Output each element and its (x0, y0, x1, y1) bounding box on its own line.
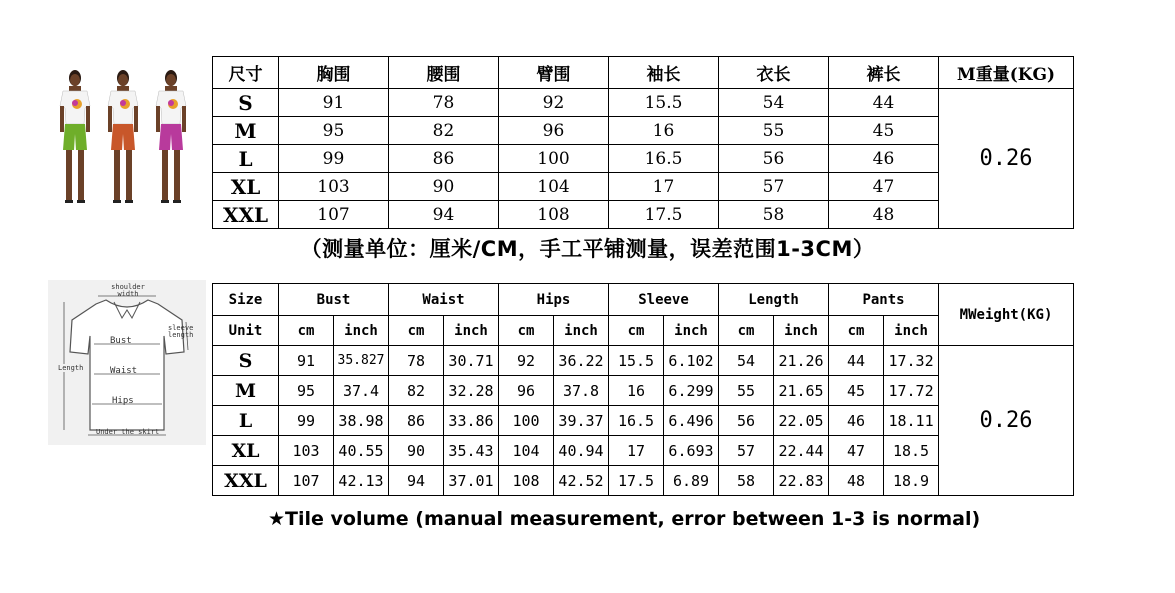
table-cell: 94 (389, 466, 444, 496)
size-cell: L (213, 406, 279, 436)
table-cell: 21.26 (774, 346, 829, 376)
table-cell: 17.5 (609, 201, 719, 229)
diagram-label-bust: Bust (110, 336, 132, 346)
unit-inch: inch (774, 316, 829, 346)
table-cell: 18.11 (884, 406, 939, 436)
table-cell: 78 (389, 89, 499, 117)
header-pants: 裤长 (829, 57, 939, 89)
table-cell: 44 (829, 346, 884, 376)
table-cell: 22.83 (774, 466, 829, 496)
table-cell: 17.5 (609, 466, 664, 496)
unit-label: Unit (213, 316, 279, 346)
table-cell: 95 (279, 376, 334, 406)
table-cell: 16.5 (609, 406, 664, 436)
table-cell: 55 (719, 376, 774, 406)
measurement-note-cn: （测量单位：厘米/CM，手工平铺测量，误差范围1-3CM） (300, 237, 875, 261)
header-length: 衣长 (719, 57, 829, 89)
table-cell: 57 (719, 173, 829, 201)
table-cell: 46 (829, 406, 884, 436)
header-sleeve: 袖长 (609, 57, 719, 89)
header-sleeve: Sleeve (609, 284, 719, 316)
table-cell: 6.496 (664, 406, 719, 436)
table-cell: 82 (389, 117, 499, 145)
table-row (213, 89, 1074, 117)
diagram-label-waist: Waist (110, 366, 138, 376)
table-cell: 6.693 (664, 436, 719, 466)
table-cell: 48 (829, 466, 884, 496)
size-cell: M (213, 376, 279, 406)
size-cell: S (213, 346, 279, 376)
table-cell: 30.71 (444, 346, 499, 376)
weight-cell: 0.26 (939, 346, 1074, 496)
table-header-row (213, 57, 1074, 89)
table-cell: 57 (719, 436, 774, 466)
size-cell: XXL (213, 201, 279, 229)
table-cell: 55 (719, 117, 829, 145)
size-table-en (212, 283, 1074, 496)
table-cell: 54 (719, 89, 829, 117)
diagram-label-shoulder: shoulder width (111, 283, 145, 298)
table-cell: 38.98 (334, 406, 389, 436)
table-cell: 47 (829, 436, 884, 466)
unit-cm: cm (279, 316, 334, 346)
table-cell: 45 (829, 117, 939, 145)
size-cell: XXL (213, 466, 279, 496)
table-cell: 37.01 (444, 466, 499, 496)
header-waist: 腰围 (389, 57, 499, 89)
table-cell: 22.05 (774, 406, 829, 436)
model-figure (156, 70, 186, 203)
table-cell: 82 (389, 376, 444, 406)
size-cell: M (213, 117, 279, 145)
table-cell: 46 (829, 145, 939, 173)
header-weight: MWeight(KG) (939, 284, 1074, 346)
table-cell: 36.22 (554, 346, 609, 376)
size-cell: L (213, 145, 279, 173)
table-cell: 54 (719, 346, 774, 376)
table-cell: 32.28 (444, 376, 499, 406)
size-cell: XL (213, 173, 279, 201)
table-cell: 90 (389, 436, 444, 466)
table-cell: 18.9 (884, 466, 939, 496)
unit-cm: cm (829, 316, 884, 346)
unit-inch: inch (554, 316, 609, 346)
table-cell: 86 (389, 145, 499, 173)
table-cell: 37.4 (334, 376, 389, 406)
table-cell: 17 (609, 173, 719, 201)
header-waist: Waist (389, 284, 499, 316)
weight-cell: 0.26 (939, 89, 1074, 229)
table-cell: 15.5 (609, 346, 664, 376)
table-cell: 96 (499, 376, 554, 406)
table-cell: 95 (279, 117, 389, 145)
table-cell: 42.13 (334, 466, 389, 496)
header-bust: 胸围 (279, 57, 389, 89)
table-header-row (213, 284, 1074, 316)
table-cell: 39.37 (554, 406, 609, 436)
table-cell: 91 (279, 89, 389, 117)
table-cell: 100 (499, 145, 609, 173)
table-cell: 107 (279, 201, 389, 229)
table-cell: 92 (499, 346, 554, 376)
diagram-label-hips: Hips (112, 396, 134, 406)
table-cell: 15.5 (609, 89, 719, 117)
header-weight: M重量(KG) (939, 57, 1074, 89)
table-cell: 33.86 (444, 406, 499, 436)
table-cell: 58 (719, 201, 829, 229)
table-cell: 92 (499, 89, 609, 117)
table-cell: 35.827 (334, 346, 389, 376)
size-table-cn (212, 56, 1074, 229)
table-cell: 103 (279, 173, 389, 201)
table-cell: 42.52 (554, 466, 609, 496)
unit-cm: cm (389, 316, 444, 346)
table-cell: 17.72 (884, 376, 939, 406)
table-cell: 91 (279, 346, 334, 376)
table-cell: 108 (499, 466, 554, 496)
table-cell: 47 (829, 173, 939, 201)
table-cell: 56 (719, 406, 774, 436)
table-cell: 56 (719, 145, 829, 173)
table-cell: 40.55 (334, 436, 389, 466)
table-cell: 16 (609, 117, 719, 145)
table-cell: 104 (499, 173, 609, 201)
table-cell: 6.89 (664, 466, 719, 496)
table-cell: 40.94 (554, 436, 609, 466)
header-size: Size (213, 284, 279, 316)
table-row (213, 346, 1074, 376)
unit-inch: inch (664, 316, 719, 346)
unit-cm: cm (499, 316, 554, 346)
model-figure (60, 70, 90, 203)
table-cell: 94 (389, 201, 499, 229)
table-cell: 58 (719, 466, 774, 496)
unit-cm: cm (719, 316, 774, 346)
table-cell: 86 (389, 406, 444, 436)
diagram-label-sleeve: sleeve length (168, 324, 194, 339)
table-cell: 100 (499, 406, 554, 436)
table-cell: 45 (829, 376, 884, 406)
table-cell: 6.102 (664, 346, 719, 376)
table-cell: 35.43 (444, 436, 499, 466)
table-cell: 99 (279, 145, 389, 173)
table-cell: 21.65 (774, 376, 829, 406)
table-cell: 99 (279, 406, 334, 436)
table-cell: 48 (829, 201, 939, 229)
unit-inch: inch (334, 316, 389, 346)
table-cell: 17 (609, 436, 664, 466)
diagram-label-length: Length (58, 364, 84, 372)
table-cell: 107 (279, 466, 334, 496)
table-cell: 16 (609, 376, 664, 406)
header-pants: Pants (829, 284, 939, 316)
diagram-label-skirt: Under the skirt (96, 428, 160, 436)
measurement-note-en: ★Tile volume (manual measurement, error between 1-3 is normal) (268, 508, 981, 530)
header-arm: 臂围 (499, 57, 609, 89)
table-cell: 16.5 (609, 145, 719, 173)
table-cell: 17.32 (884, 346, 939, 376)
table-cell: 22.44 (774, 436, 829, 466)
dress-outline-icon (48, 280, 206, 445)
table-cell: 103 (279, 436, 334, 466)
header-length: Length (719, 284, 829, 316)
table-cell: 6.299 (664, 376, 719, 406)
unit-inch: inch (444, 316, 499, 346)
unit-cm: cm (609, 316, 664, 346)
header-hips: Hips (499, 284, 609, 316)
unit-inch: inch (884, 316, 939, 346)
header-bust: Bust (279, 284, 389, 316)
table-cell: 104 (499, 436, 554, 466)
table-cell: 44 (829, 89, 939, 117)
table-cell: 78 (389, 346, 444, 376)
table-cell: 108 (499, 201, 609, 229)
model-figure (108, 70, 138, 203)
size-cell: XL (213, 436, 279, 466)
size-cell: S (213, 89, 279, 117)
product-photo (50, 64, 200, 214)
header-size: 尺寸 (213, 57, 279, 89)
table-cell: 37.8 (554, 376, 609, 406)
table-cell: 96 (499, 117, 609, 145)
table-cell: 90 (389, 173, 499, 201)
measurement-diagram (48, 280, 206, 445)
table-cell: 18.5 (884, 436, 939, 466)
